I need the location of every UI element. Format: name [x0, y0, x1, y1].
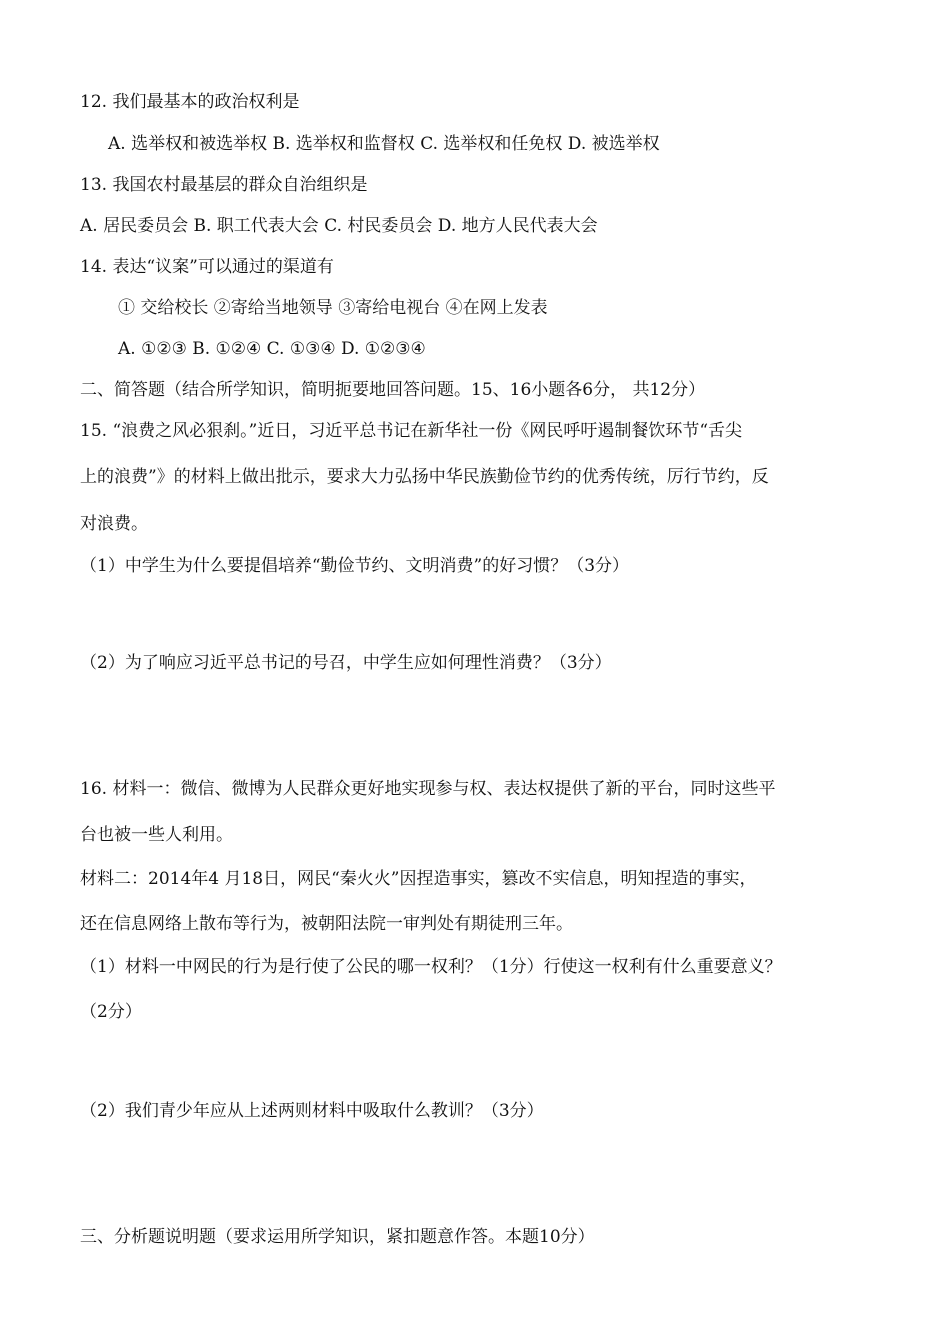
question-15-sub-1: （1）中学生为什么要提倡培养“勤俭节约、文明消费”的好习惯？（3分） — [80, 556, 630, 576]
question-16-line-3: 材料二：2014年4 月18日，网民“秦火火”因捏造事实，篡改不实信息，明知捏造的事实， — [80, 869, 757, 889]
question-13-options: A. 居民委员会 B. 职工代表大会 C. 村民委员会 D. 地方人民代表大会 — [80, 216, 598, 236]
question-16-line-1: 16. 材料一：微信、微博为人民群众更好地实现参与权、表达权提供了新的平台，同时这些平 — [80, 779, 776, 799]
question-15-line-3: 对浪费。 — [80, 514, 148, 534]
question-12-stem: 12. 我们最基本的政治权利是 — [80, 92, 300, 112]
question-16-sub-2: （2）我们青少年应从上述两则材料中吸取什么教训？（3分） — [80, 1101, 544, 1121]
question-15-sub-2: （2）为了响应习近平总书记的号召，中学生应如何理性消费？（3分） — [80, 653, 612, 673]
question-15-line-1: 15. “浪费之风必狠刹。”近日，习近平总书记在新华社一份《网民呼吁遏制餐饮环节“舌尖 — [80, 421, 743, 441]
question-16-line-4: 还在信息网络上散布等行为，被朝阳法院一审判处有期徒刑三年。 — [80, 914, 573, 934]
question-12-options: A. 选举权和被选举权 B. 选举权和监督权 C. 选举权和任免权 D. 被选举权 — [108, 134, 660, 154]
question-14-options: A. ①②③ B. ①②④ C. ①③④ D. ①②③④ — [118, 339, 426, 359]
question-13-stem: 13. 我国农村最基层的群众自治组织是 — [80, 175, 368, 195]
section-2-heading: 二、简答题（结合所学知识，简明扼要地回答问题。15、16小题各6分， 共12分） — [80, 380, 706, 400]
section-3-heading: 三、分析题说明题（要求运用所学知识，紧扣题意作答。本题10分） — [80, 1227, 595, 1247]
question-16-sub-1a: （1）材料一中网民的行为是行使了公民的哪一权利？（1分）行使这一权利有什么重要意义？ — [80, 957, 782, 977]
question-14-items: ① 交给校长 ②寄给当地领导 ③寄给电视台 ④在网上发表 — [118, 298, 548, 318]
question-16-line-2: 台也被一些人利用。 — [80, 825, 233, 845]
question-16-sub-1b: （2分） — [80, 1002, 142, 1022]
question-14-stem: 14. 表达“议案”可以通过的渠道有 — [80, 257, 334, 277]
question-15-line-2: 上的浪费”》的材料上做出批示，要求大力弘扬中华民族勤俭节约的优秀传统，厉行节约，反 — [80, 467, 769, 487]
